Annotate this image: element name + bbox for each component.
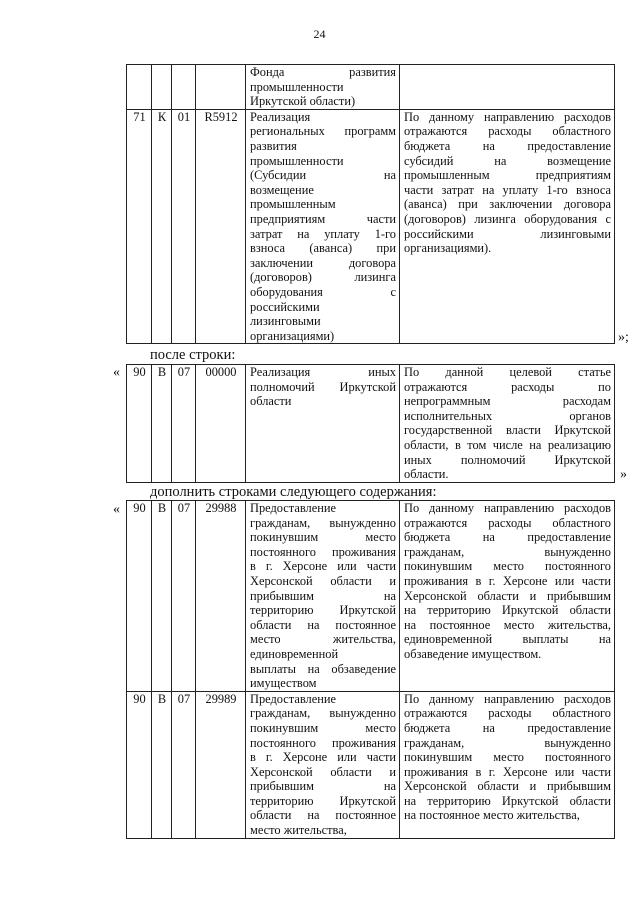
text-line: российскими	[250, 299, 320, 314]
section-label-add-rows: дополнить строками следующего содержания:	[150, 484, 437, 500]
text-line: исполнительных органов	[404, 408, 611, 423]
text-line: прибывшим на	[250, 588, 396, 603]
text-line: имуществом	[250, 676, 317, 691]
text-line: в г. Херсоне или части	[250, 559, 396, 574]
text-line: Реализация	[250, 109, 311, 124]
text-line: заключении договора	[250, 255, 396, 270]
page-number: 24	[313, 27, 326, 41]
text-line: проживания в г. Херсоне или части	[404, 573, 611, 588]
expense-name-cell	[246, 501, 400, 692]
text-line: гражданам, вынужденно	[404, 544, 611, 559]
code-cell	[152, 65, 172, 110]
text-line: области на постоянное	[250, 808, 396, 823]
budget-table-1	[126, 64, 615, 344]
closing-quote: »;	[618, 330, 629, 345]
text-line: области	[250, 394, 292, 409]
text-line: гражданам, вынужденно	[404, 735, 611, 750]
code-cell: 71	[127, 109, 152, 344]
expense-description-cell	[400, 109, 615, 344]
text-line: Херсонской области и прибывшим	[404, 588, 611, 603]
text-line: на территорию Иркутской области	[404, 793, 611, 808]
text-line: промышленности	[250, 79, 344, 94]
code-cell: В	[152, 501, 172, 692]
expense-description-cell	[400, 365, 615, 483]
code-cell: 29989	[196, 691, 246, 838]
code-cell: 00000	[196, 365, 246, 483]
text-line: предприятиям части	[250, 211, 396, 226]
text-line: организациями).	[404, 241, 492, 256]
text-line: Предоставление	[250, 501, 336, 515]
text-line: По данному направлению расходов	[404, 691, 611, 706]
expense-description-cell	[400, 501, 615, 692]
text-line: (договоров) лизинга	[250, 270, 396, 285]
text-line: По данному направлению расходов	[404, 109, 611, 124]
text-line: региональных программ	[250, 124, 396, 139]
expense-name-cell	[246, 691, 400, 838]
text-line: Реализация иных	[250, 365, 396, 379]
code-cell: R5912	[196, 109, 246, 344]
code-cell	[172, 65, 196, 110]
text-line: субсидий на возмещение	[404, 153, 611, 168]
code-cell: 90	[127, 365, 152, 483]
expense-description-cell	[400, 65, 615, 110]
text-line: Херсонской области и прибывшим	[404, 779, 611, 794]
table-row	[127, 501, 615, 692]
text-line: территорию Иркутской	[250, 793, 396, 808]
text-line: единовременной	[250, 646, 339, 661]
text-line: место жительства,	[250, 823, 347, 838]
code-cell: 01	[172, 109, 196, 344]
text-line: бюджета на предоставление	[404, 530, 611, 545]
text-line: промышленным	[250, 197, 336, 212]
text-line: отражаются расходы областного	[404, 515, 611, 530]
text-line: иных полномочий Иркутской	[404, 452, 611, 467]
code-cell: К	[152, 109, 172, 344]
text-line: Предоставление	[250, 691, 336, 706]
budget-table-2	[126, 364, 615, 483]
text-line: области на постоянное	[250, 617, 396, 632]
text-line: отражаются расходы областного	[404, 706, 611, 721]
section-label-after-row: после строки:	[150, 347, 236, 363]
text-line: возмещение	[250, 182, 314, 197]
text-line: на территорию Иркутской области	[404, 603, 611, 618]
table-row	[127, 365, 615, 483]
text-line: покинувшим место постоянного	[404, 559, 611, 574]
text-line: прибывшим на	[250, 779, 396, 794]
expense-name-cell	[246, 109, 400, 344]
code-cell: 29988	[196, 501, 246, 692]
code-cell: В	[152, 691, 172, 838]
budget-table-3	[126, 500, 615, 839]
text-line: полномочий Иркутской	[250, 379, 396, 394]
text-line: (аванса) при заключении договора	[404, 197, 611, 212]
text-line: проживания в г. Херсоне или части	[404, 764, 611, 779]
text-line: По данному направлению расходов	[404, 501, 611, 515]
expense-name-cell	[246, 365, 400, 483]
text-line: покинувшим место	[250, 530, 396, 545]
code-cell	[127, 65, 152, 110]
text-line: бюджета на предоставление	[404, 138, 611, 153]
text-line: в г. Херсоне или части	[250, 750, 396, 765]
table-row	[127, 691, 615, 838]
expense-description-cell	[400, 691, 615, 838]
text-line: бюджета на предоставление	[404, 720, 611, 735]
text-line: постоянного проживания	[250, 735, 396, 750]
text-line: на постоянное место жительства,	[404, 808, 580, 823]
code-cell: 90	[127, 501, 152, 692]
text-line: По данной целевой статье	[404, 365, 611, 379]
code-cell: 90	[127, 691, 152, 838]
text-line: Иркутской области)	[250, 94, 356, 109]
table-row	[127, 109, 615, 344]
text-line: покинувшим место	[250, 720, 396, 735]
text-line: отражаются расходы областного	[404, 124, 611, 139]
code-cell: 07	[172, 365, 196, 483]
code-cell: 07	[172, 691, 196, 838]
text-line: Фонда развития	[250, 65, 396, 79]
text-line: непрограммным расходам	[404, 394, 611, 409]
text-line: организациями)	[250, 328, 335, 343]
code-cell: 07	[172, 501, 196, 692]
text-line: затрат на уплату 1-го	[250, 226, 396, 241]
text-line: взноса (аванса) при	[250, 241, 396, 256]
text-line: покинувшим место постоянного	[404, 750, 611, 765]
text-line: территорию Иркутской	[250, 603, 396, 618]
text-line: единовременной выплаты на	[404, 632, 611, 647]
text-line: Херсонской области и	[250, 573, 396, 588]
text-line: части затрат на уплату 1-го взноса	[404, 182, 611, 197]
text-line: развития	[250, 138, 297, 153]
code-cell	[196, 65, 246, 110]
text-line: постоянного проживания	[250, 544, 396, 559]
text-line: лизинговыми	[250, 314, 321, 329]
text-line: отражаются расходы по	[404, 379, 611, 394]
text-line: выплаты на обзаведение	[250, 661, 396, 676]
text-line: (договоров) лизинга оборудования с	[404, 211, 611, 226]
text-line: (Субсидии на	[250, 168, 396, 183]
text-line: государственной власти Иркутской	[404, 423, 611, 438]
text-line: области, в том числе на реализацию	[404, 437, 611, 452]
code-cell: В	[152, 365, 172, 483]
text-line: российскими лизинговыми	[404, 226, 611, 241]
text-line: гражданам, вынужденно	[250, 706, 396, 721]
closing-quote: »	[620, 467, 627, 482]
text-line: обзаведение имуществом.	[404, 646, 542, 661]
text-line: промышленности	[250, 153, 344, 168]
text-line: Херсонской области и	[250, 764, 396, 779]
expense-name-cell	[246, 65, 400, 110]
text-line: на постоянное место жительства,	[404, 617, 611, 632]
table-row	[127, 65, 615, 110]
text-line: гражданам, вынужденно	[250, 515, 396, 530]
text-line: место жительства,	[250, 632, 396, 647]
opening-quote: «	[113, 365, 120, 380]
text-line: области.	[404, 467, 449, 482]
text-line: оборудования с	[250, 284, 396, 299]
opening-quote: «	[113, 502, 120, 517]
text-line: промышленным предприятиям	[404, 168, 611, 183]
